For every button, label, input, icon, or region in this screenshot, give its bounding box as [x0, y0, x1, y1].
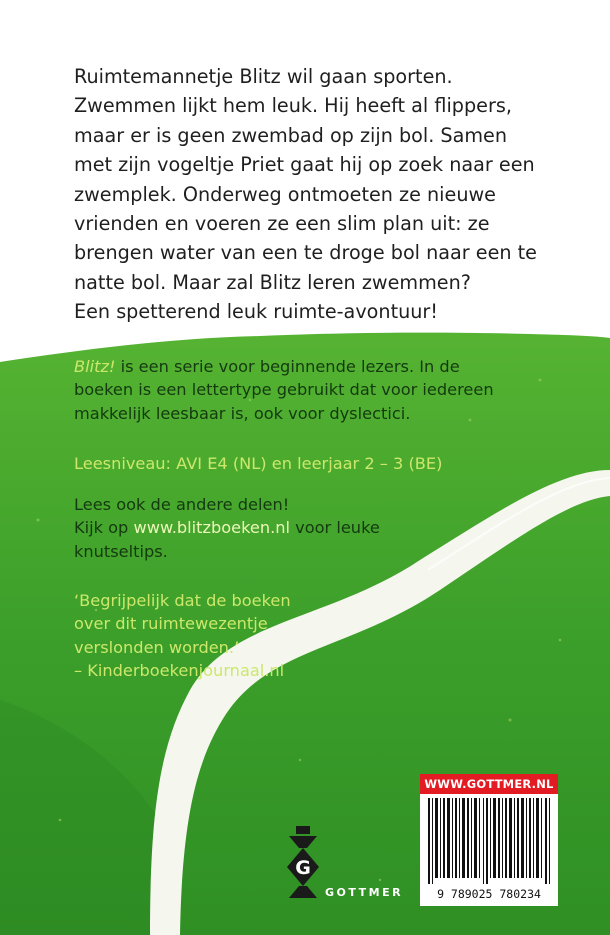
- publisher-website[interactable]: WWW.GOTTMER.NL: [420, 774, 558, 794]
- blurb-line: brengen water van een te droge bol naar een te: [74, 241, 537, 265]
- blurb-line: natte bol. Maar zal Blitz leren zwemmen?: [74, 270, 471, 294]
- series-title: Blitz!: [74, 357, 116, 376]
- reading-level: Leesniveau: AVI E4 (NL) en leerjaar 2 – 3 (BE): [74, 454, 443, 473]
- series-text: makkelijk leesbaar is, ook voor dyslectici.: [74, 403, 411, 423]
- barcode-area: [420, 774, 558, 906]
- more-line: Kijk op: [74, 518, 134, 538]
- more-line: voor leuke: [290, 518, 380, 538]
- gottmer-logo: [283, 826, 323, 902]
- website-link[interactable]: www.blitzboeken.nl: [133, 518, 291, 538]
- publisher-name: GOTTMER: [325, 886, 404, 899]
- blurb-line: Zwemmen lijkt hem leuk. Hij heeft al flippers,: [74, 94, 512, 118]
- barcode-icon: [426, 798, 552, 884]
- blurb-line: Ruimtemannetje Blitz wil gaan sporten.: [74, 65, 453, 88]
- blurb-text: [74, 62, 574, 327]
- more-books: [74, 493, 474, 563]
- blurb-line: met zijn vogeltje Priet gaat hij op zoek naar een: [74, 153, 535, 177]
- quote-line: ‘Begrijpelijk dat de boeken: [74, 591, 291, 610]
- quote-source: – Kinderboekenjournaal.nl: [74, 661, 285, 681]
- quote-line: over dit ruimtewezentje: [74, 614, 268, 634]
- more-line: Lees ook de andere delen!: [74, 495, 290, 514]
- series-text: boeken is een lettertype gebruikt dat voor iedereen: [74, 380, 494, 400]
- more-line: knutseltips.: [74, 541, 168, 561]
- quote-line: verslonden worden.’: [74, 637, 240, 657]
- blurb-line: vrienden en voeren ze een slim plan uit: ze: [74, 212, 490, 236]
- series-text: is een serie voor beginnende lezers. In de: [115, 357, 460, 376]
- review-quote: [74, 589, 334, 683]
- series-description: [74, 355, 494, 425]
- logo-letter: G: [295, 857, 311, 879]
- isbn-number: 9 789025 780234: [437, 887, 541, 901]
- blurb-line: zwemplek. Onderweg ontmoeten ze nieuwe: [74, 182, 496, 206]
- blurb-line: Een spetterend leuk ruimte-avontuur!: [74, 300, 439, 324]
- blurb-line: maar er is geen zwembad op zijn bol. Samen: [74, 123, 507, 147]
